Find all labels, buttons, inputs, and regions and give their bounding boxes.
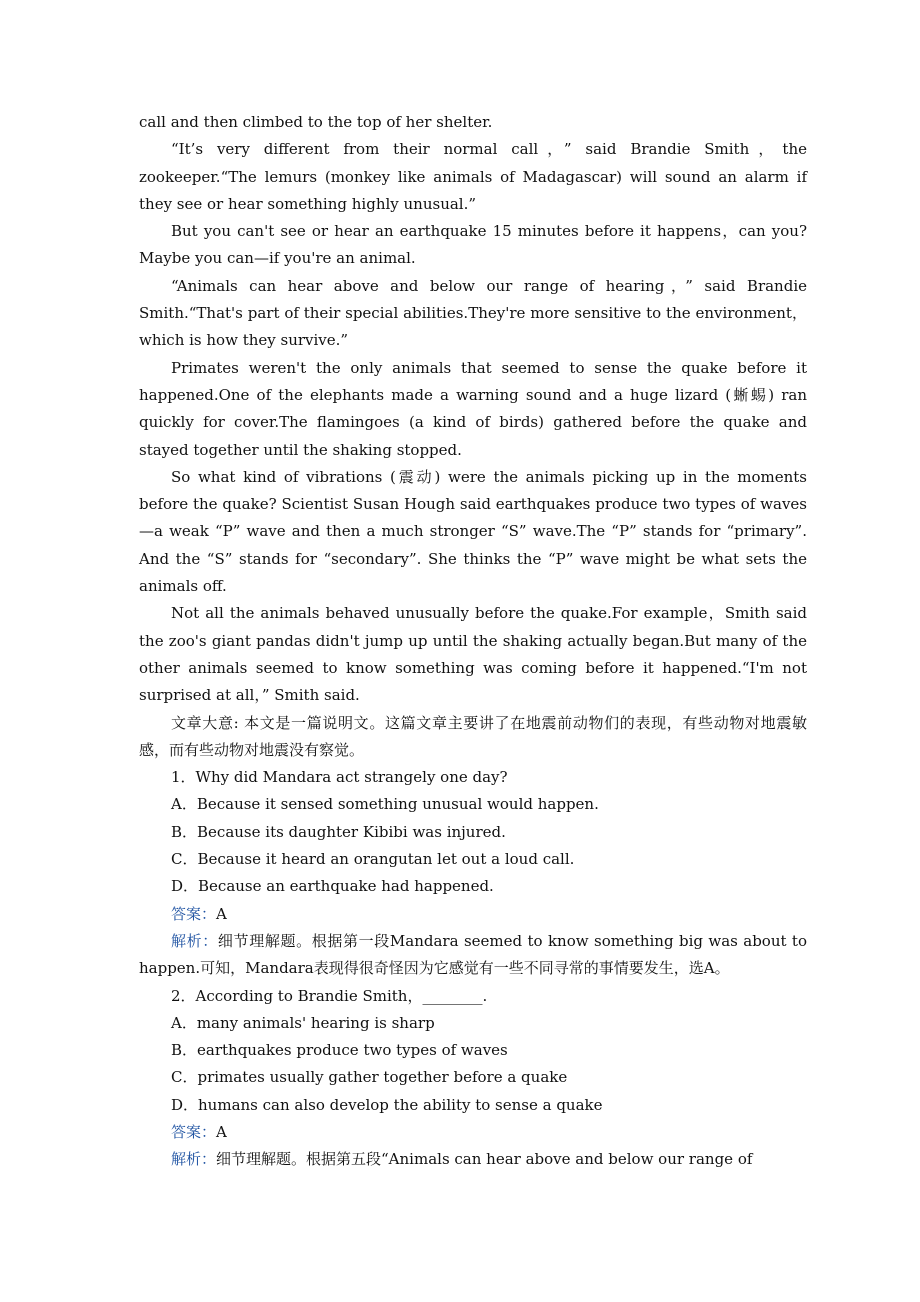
question-1-option-c: C．Because it heard an orangutan let out a loud call. <box>171 850 575 869</box>
question-2-option-b: B．earthquakes produce two types of waves <box>171 1041 508 1060</box>
answer-label: 答案： <box>171 904 217 923</box>
question-1-answer <box>139 901 807 928</box>
passage-paragraph-1: call and then climbed to the top of her shelter. <box>139 113 493 131</box>
question-2-option-d: D．humans can also develop the ability to sense a quake <box>171 1095 603 1114</box>
article-summary <box>139 710 807 765</box>
summary-label: 文章大意: <box>171 713 239 732</box>
passage-paragraph-2: “It’s very different from their normal call，” said Brandie Smith，the zookeeper.“The lemurs (monkey like animals of Madagascar) will sound an alarm if they see or hear something highly unusual.” <box>139 140 807 213</box>
passage-paragraph-5: Primates weren't the only animals that seemed to sense the quake before it happened.One of the elephants made a warning sound and a huge lizard (蜥蜴) ran quickly for cover.The flamingoes (a kind of birds) gathered before the quake and stayed together until the shaking stopped. <box>139 358 807 459</box>
question-2-option-a: A．many animals' hearing is sharp <box>171 1013 435 1032</box>
answer-value: A <box>216 904 227 923</box>
passage-paragraph-6: So what kind of vibrations (震动) were the animals picking up in the moments before the quake? Scientist Susan Hough said earthquakes produce two types of waves—a weak “P” wave and then a much stronger “S” wave.The “P” stands for “primary”. And the “S” stands for “secondary”. She thinks the “P” wave might be what sets the animals off. <box>139 467 807 596</box>
passage-paragraph-4: “Animals can hear above and below our range of hearing，” said Brandie Smith.“That's part of their special abilities.They're more sensitive to the environment，which is how they survive.” <box>139 276 807 350</box>
passage-paragraph-7: Not all the animals behaved unusually before the quake.For example，Smith said the zoo's giant pandas didn't jump up until the shaking actually began.But many of the other animals seemed to know something was coming before it happened.“I'm not surprised at all，” Smith said. <box>139 604 807 705</box>
document-body <box>139 109 807 1174</box>
answer-value: A <box>216 1122 227 1141</box>
analysis-text: 细节理解题。根据第一段Mandara seemed to know something big was about to happen.可知，Mandara表现得很奇怪因为它感觉有一些不同寻常的事情要发生，选A。 <box>139 931 807 978</box>
question-2-analysis <box>139 1146 807 1173</box>
question-2-answer <box>139 1119 807 1146</box>
question-1-option-d: D．Because an earthquake had happened. <box>171 877 494 896</box>
question-1-analysis <box>139 928 807 983</box>
answer-label: 答案： <box>171 1122 217 1141</box>
question-1-option-b: B．Because its daughter Kibibi was injured. <box>171 822 506 841</box>
analysis-text: 细节理解题。根据第五段“Animals can hear above and below our range of <box>216 1150 753 1169</box>
question-1-option-a: A．Because it sensed something unusual would happen. <box>171 795 599 814</box>
question-2-stem: 2．According to Brandie Smith，________. <box>171 986 488 1005</box>
analysis-label: 解析： <box>171 931 218 950</box>
passage-paragraph-3: But you can't see or hear an earthquake 15 minutes before it happens，can you? Maybe you can—if you're an animal. <box>139 222 807 268</box>
summary-text: 本文是一篇说明文。这篇文章主要讲了在地震前动物们的表现，有些动物对地震敏感，而有些动物对地震没有察觉。 <box>139 713 807 759</box>
analysis-label: 解析： <box>171 1150 217 1169</box>
question-1-stem: 1．Why did Mandara act strangely one day? <box>171 768 508 787</box>
question-2-option-c: C．primates usually gather together before a quake <box>171 1068 568 1087</box>
